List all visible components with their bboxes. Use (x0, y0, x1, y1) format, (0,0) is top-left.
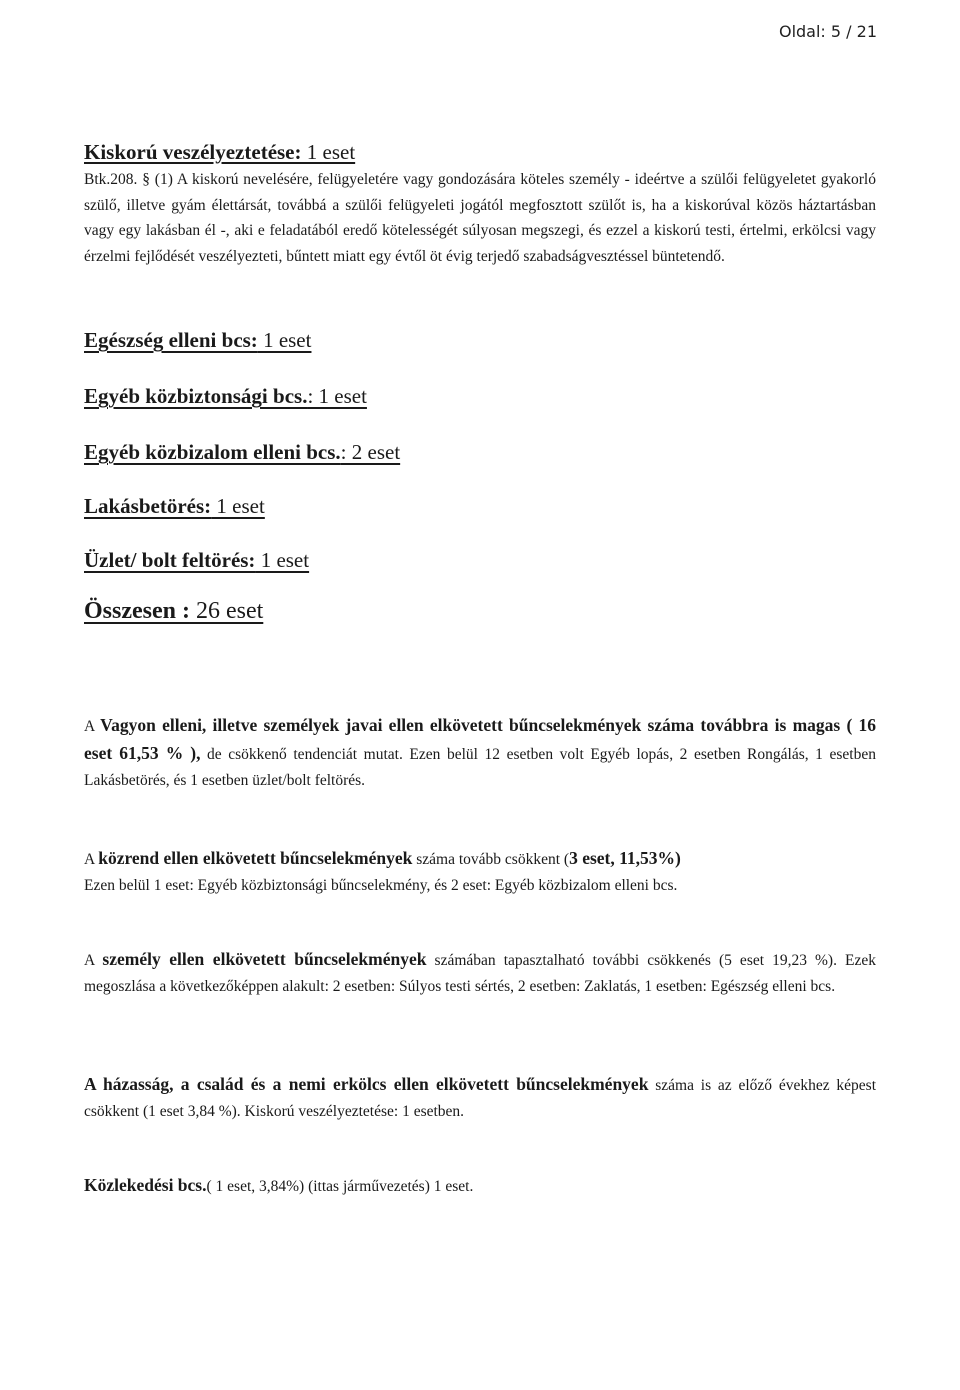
heading-count: : 1 eset (307, 384, 367, 408)
paragraph-property-crimes (84, 712, 876, 794)
total-heading (84, 598, 263, 625)
total-title: Összesen : (84, 598, 190, 624)
heading-count: : 2 eset (340, 440, 401, 464)
crime-heading-child-endangerment (84, 138, 876, 166)
para-rest: számában tapasztalható további csökkenés (5 eset 19,23 %). Ezek megoszlása a következőképpen alakult: 2 esetben: Súlyos testi sértés, 2 esetben: Zaklatás, 1 esetben: Egészség elleni bcs. (84, 952, 876, 995)
para-rest: ( 1 eset, 3,84%) (ittas járművezetés) 1 eset. (206, 1178, 474, 1195)
heading-count: 1 eset (255, 548, 310, 572)
total-count: 26 eset (189, 598, 264, 624)
heading-count: 1 eset (257, 328, 312, 352)
para-rest: de csökkenő tendenciát mutat. Ezen belül 12 esetben volt Egyéb lopás, 2 esetben Rongálás, 1 esetben Lakásbetörés, és 1 esetben üzlet/bolt feltörés. (84, 746, 876, 789)
heading-title: Egyéb közbizalom elleni bcs. (84, 440, 341, 464)
paragraph-person-crimes (84, 946, 876, 1000)
para-bold: A házasság, a család és a nemi erkölcs ellen elkövetett bűncselekmények (84, 1074, 649, 1094)
para-rest: Ezen belül 1 eset: Egyéb közbiztonsági bűncselekmény, és 2 eset: Egyéb közbizalom elleni bcs. (84, 877, 678, 894)
para-lead: A (84, 952, 103, 969)
heading-title: Üzlet/ bolt feltörés: (84, 548, 256, 572)
paragraph-public-order (84, 845, 876, 899)
heading-title: Egészség elleni bcs: (84, 328, 258, 352)
crime-section-child-endangerment (84, 138, 876, 269)
para-lead: A (84, 851, 99, 868)
heading-title: Kiskorú veszélyeztetése: (84, 140, 302, 164)
para-bold: Vagyon elleni, illetve személyek javai ellen elkövetett bűncselekmények száma továbbra is magas ( 16 eset 61,53 % ), (84, 715, 877, 763)
para-bold: személy ellen elkövetett bűncselekmények (102, 949, 427, 969)
heading-health-crimes (84, 326, 311, 354)
paragraph-family-crimes (84, 1071, 876, 1125)
heading-title: Egyéb közbiztonsági bcs. (84, 384, 308, 408)
law-text: Btk.208. § (1) A kiskorú nevelésére, felügyeletére vagy gondozására köteles személy - ideértve a szülői felügyeletet gyakorló szülő, illetve gyám élettársát, továbbá a szülői felügyeleti jogától megfosztott szülőt is, ha a kiskorúval közös háztartásban vagy egy lakásban él -, aki e feladatából eredő kötelességét súlyosan megszegi, és ezzel a kiskorú testi, értelmi, erkölcsi vagy érzelmi fejlődését veszélyezteti, bűntett miatt egy évtől öt évig terjedő szabadságvesztéssel büntetendő. (84, 171, 876, 265)
para-bold-2: 3 eset, 11,53%) (569, 848, 681, 868)
para-mid: száma tovább csökkent ( (412, 851, 570, 868)
para-bold: Közlekedési bcs. (84, 1175, 207, 1195)
para-lead: A (84, 718, 101, 735)
para-rest: száma is az előző évekhez képest csökkent (1 eset 3,84 %). Kiskorú veszélyeztetése: 1 esetben. (84, 1077, 876, 1120)
heading-count: 1 eset (211, 494, 265, 518)
page-number: Oldal: 5 / 21 (778, 22, 877, 41)
para-bold: közrend ellen elkövetett bűncselekmények (98, 848, 413, 868)
heading-title: Lakásbetörés: (84, 494, 212, 518)
heading-public-trust (84, 438, 400, 466)
paragraph-traffic-crimes (84, 1172, 876, 1200)
heading-public-security (84, 382, 367, 410)
heading-burglary (84, 492, 265, 520)
heading-count: 1 eset (301, 140, 356, 164)
heading-shop-break-in (84, 546, 309, 574)
